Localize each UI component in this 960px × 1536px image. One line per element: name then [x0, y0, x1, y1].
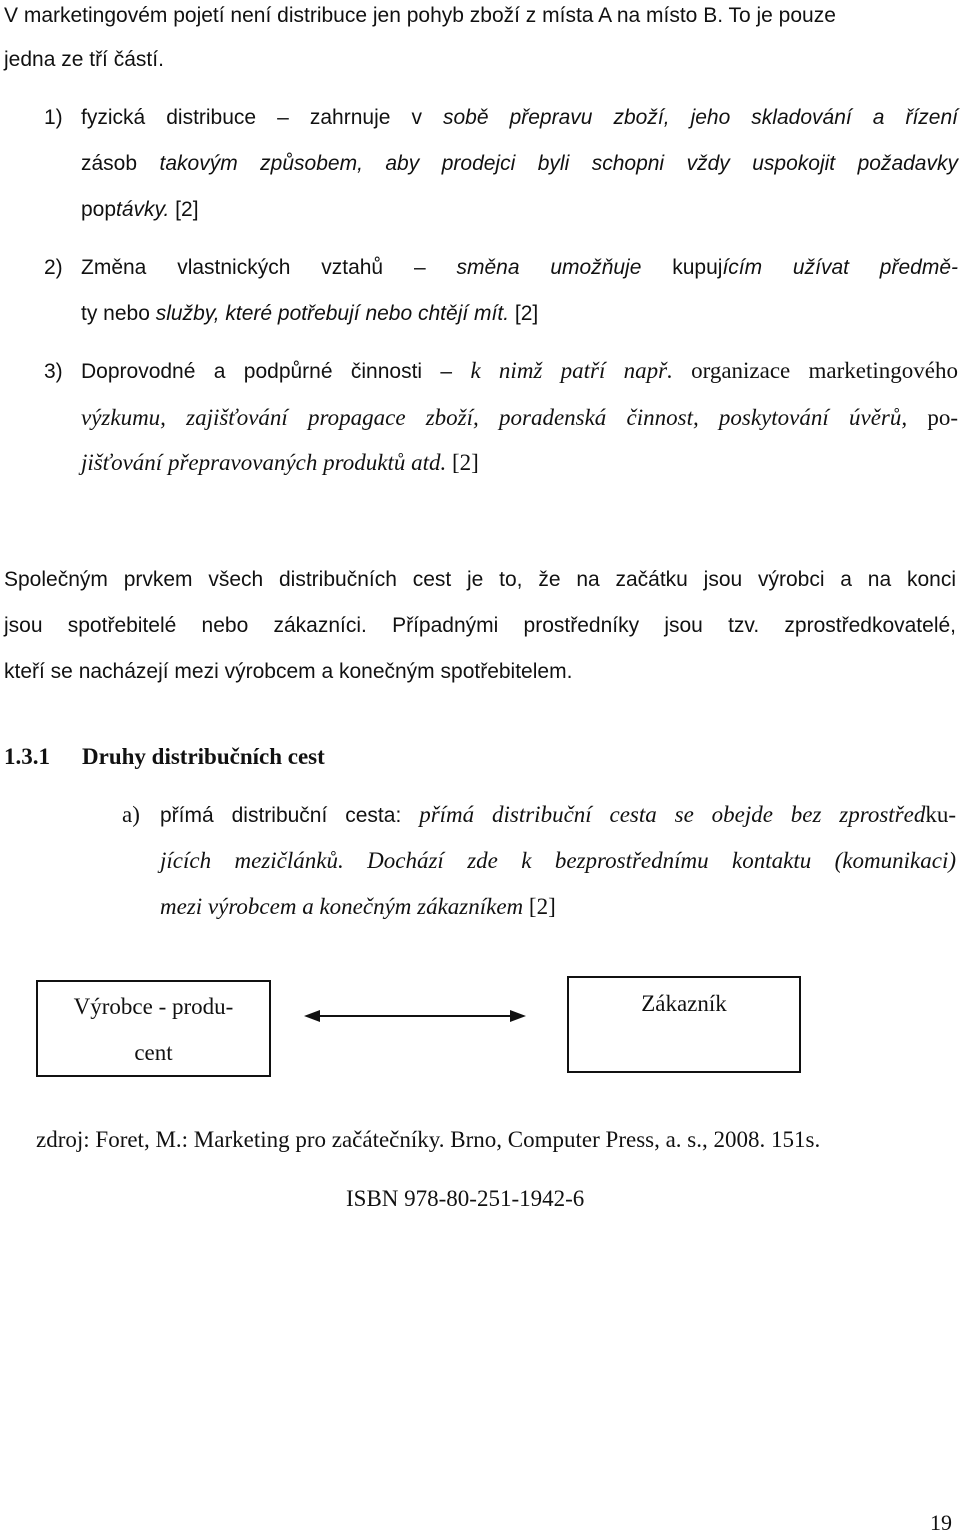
- item-a-label: a): [122, 802, 140, 827]
- item-a-line-2: jících mezičlánků. Dochází zde k bezprostřednímu kontaktu (komunikaci): [160, 848, 956, 873]
- list-item-1-line-2: zásob takovým způsobem, aby prodejci byli schopni vždy uspokojit požadavky: [81, 152, 958, 175]
- customer-box-label: Zákazník: [641, 991, 727, 1016]
- list-item-2-number: 2): [44, 256, 63, 279]
- intro-line-2: jedna ze tří částí.: [4, 48, 164, 71]
- item-a-line-1: přímá distribuční cesta: přímá distribuční cesta se obejde bez zprostředku-: [160, 802, 956, 827]
- intro-line-1: V marketingovém pojetí není distribuce jen pohyb zboží z místa A na místo B. To je pouze: [4, 4, 836, 27]
- isbn: ISBN 978-80-251-1942-6: [346, 1186, 585, 1211]
- producer-box-line-2: cent: [134, 1040, 173, 1065]
- section-number: 1.3.1: [4, 744, 50, 769]
- paragraph-line-2: jsou spotřebitelé nebo zákazníci. Případnými prostředníky jsou tzv. zprostředkovatelé,: [4, 614, 956, 637]
- producer-box: [36, 980, 271, 1077]
- paragraph-line-1: Společným prvkem všech distribučních cest je to, že na začátku jsou výrobci a na konci: [4, 568, 956, 591]
- list-item-3-line-1: Doprovodné a podpůrné činnosti – k nimž patří např. organizace marketingového: [81, 358, 958, 383]
- list-item-1-number: 1): [44, 106, 63, 129]
- list-item-2-line-1: Změna vlastnických vztahů – směna umožňuje kupujícím užívat předmě-: [81, 256, 958, 279]
- list-item-3-line-3: jišťování přepravovaných produktů atd. [2]: [81, 450, 479, 475]
- section-title: Druhy distribučních cest: [82, 744, 325, 769]
- source-citation: zdroj: Foret, M.: Marketing pro začátečníky. Brno, Computer Press, a. s., 2008. 151s.: [36, 1127, 821, 1152]
- list-item-3-line-2: výzkumu, zajišťování propagace zboží, poradenská činnost, poskytování úvěrů, po-: [81, 405, 958, 430]
- paragraph-line-3: kteří se nacházejí mezi výrobcem a konečným spotřebitelem.: [4, 660, 573, 683]
- list-item-2-line-2: ty nebo služby, které potřebují nebo chtějí mít. [2]: [81, 302, 539, 325]
- producer-box-line-1: Výrobce - produ-: [73, 994, 234, 1019]
- customer-box: [567, 976, 801, 1073]
- list-item-1-line-1: fyzická distribuce – zahrnuje v sobě přepravu zboží, jeho skladování a řízení: [81, 106, 958, 129]
- list-item-3-number: 3): [44, 360, 63, 383]
- page-number: 19: [930, 1510, 952, 1535]
- list-item-1-line-3: poptávky. [2]: [81, 198, 199, 221]
- item-a-line-3: mezi výrobcem a konečným zákazníkem [2]: [160, 894, 556, 919]
- bidirectional-arrow-icon: [300, 1004, 530, 1028]
